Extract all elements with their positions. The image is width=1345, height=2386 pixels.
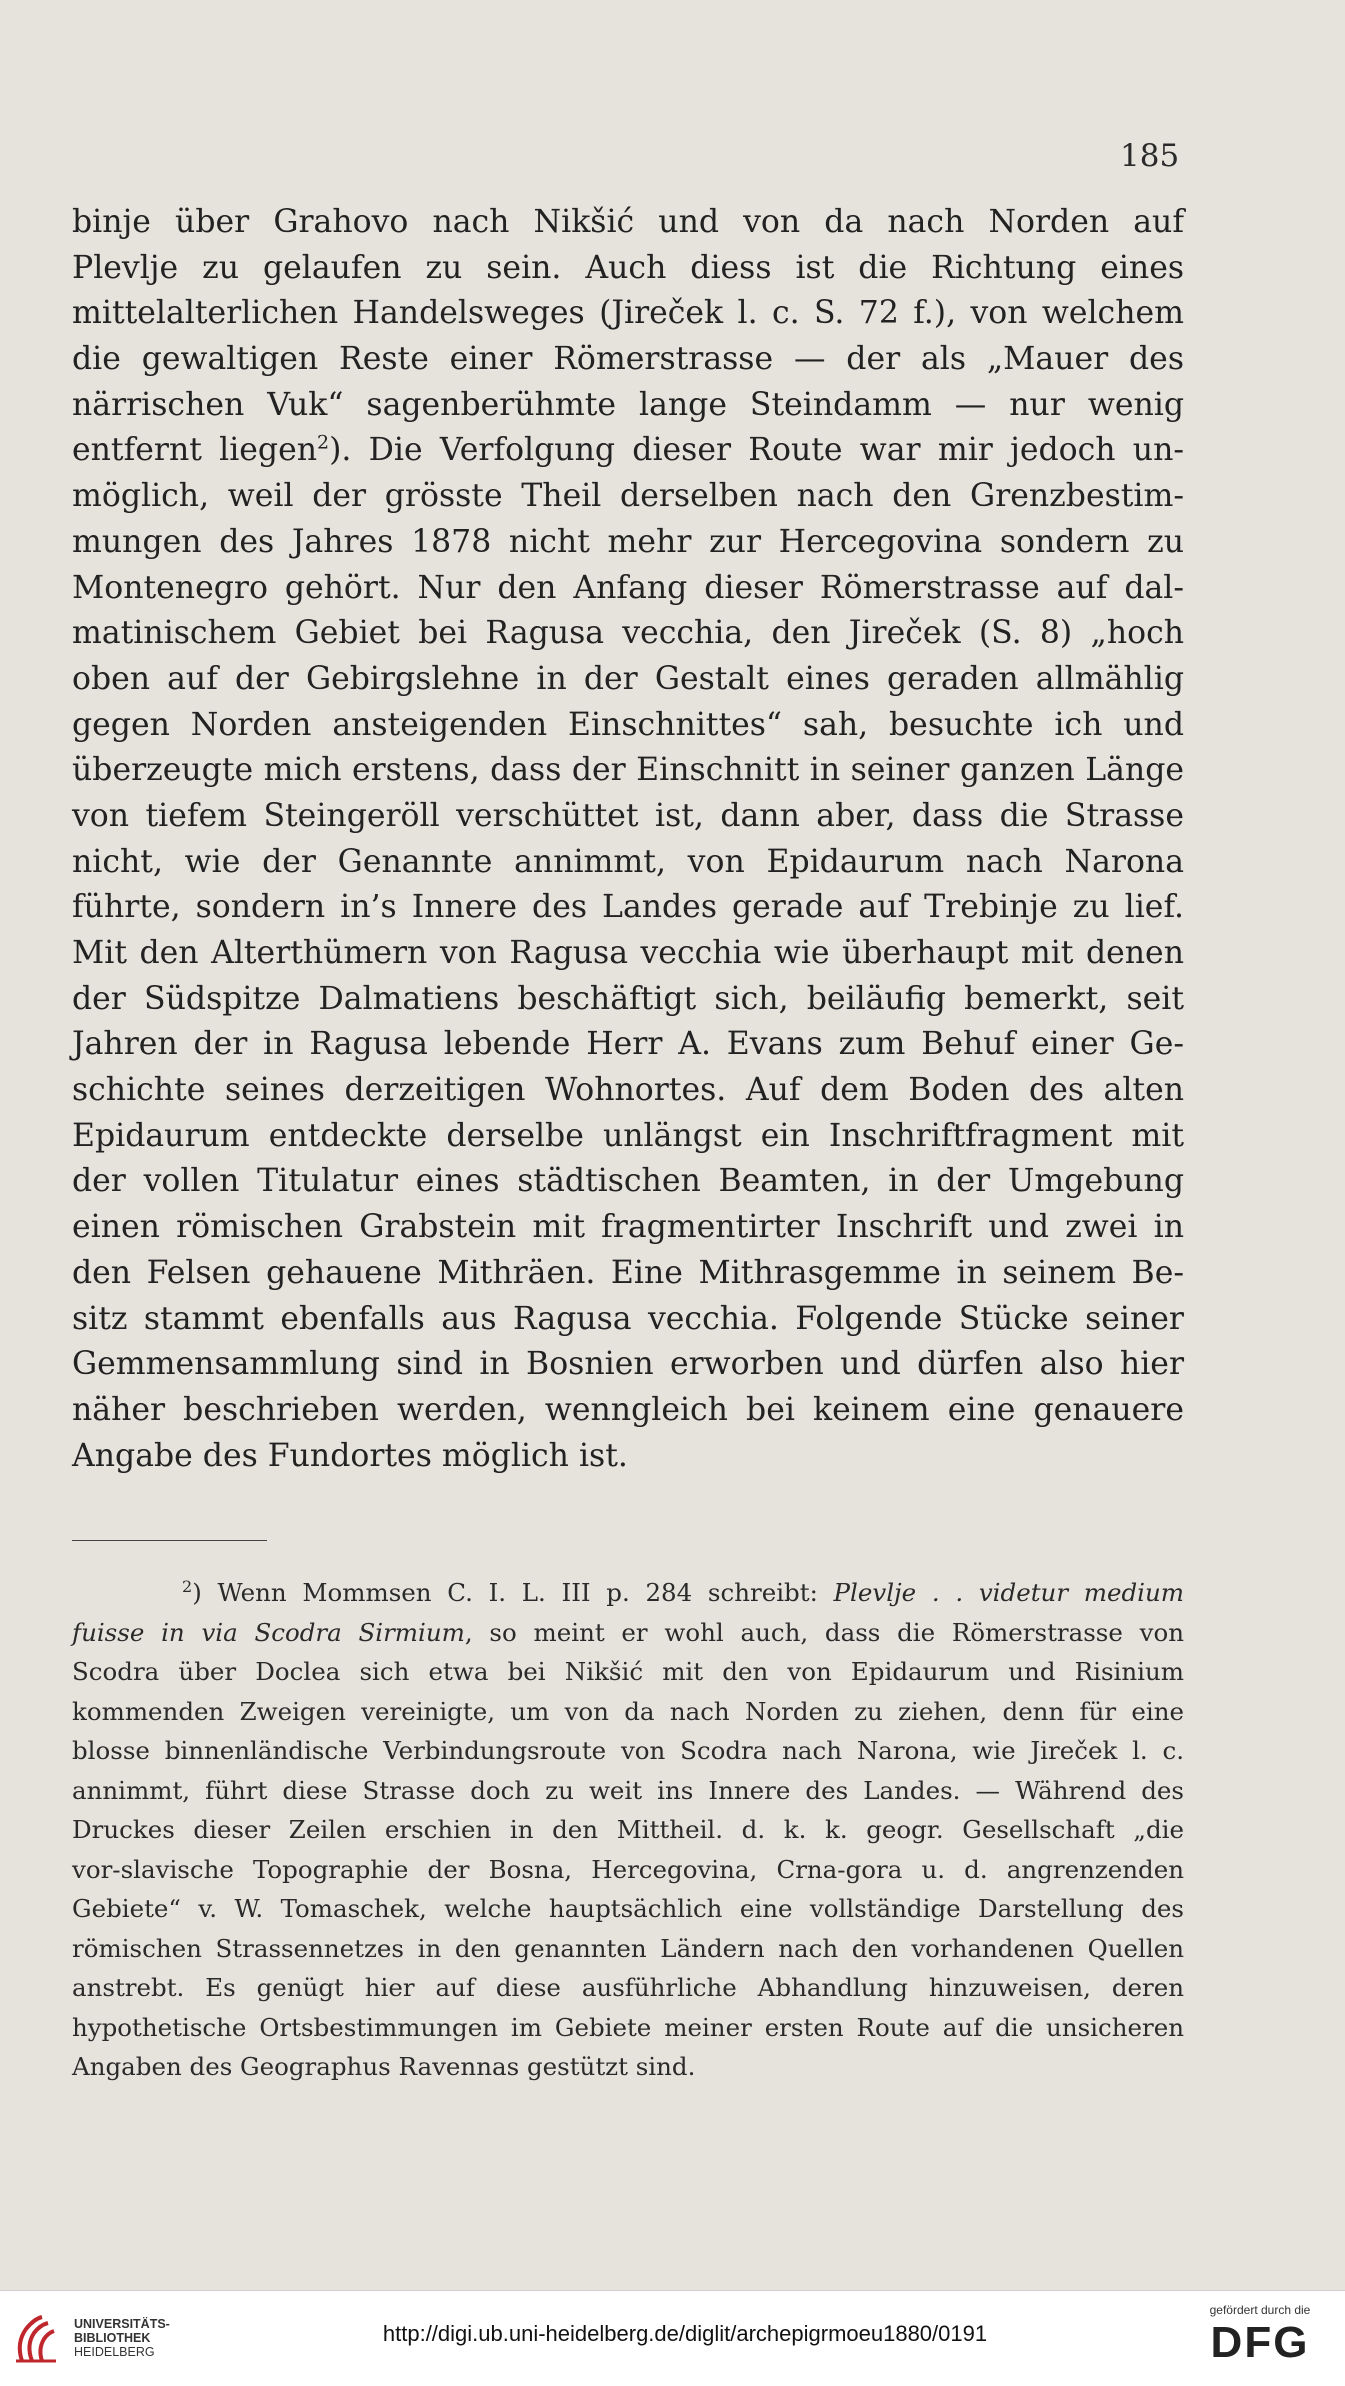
footnote-line: blosse binnenländische Verbindungsroute von Scodra nach Narona, wie Jireček l. c. (72, 1736, 1184, 1765)
footnote-reference: 2 (317, 431, 330, 454)
body-line: gegen Norden ansteigenden Einschnittes“ sah, besuchte ich und (72, 706, 1184, 743)
body-line: Angabe des Fundortes möglich ist. (72, 1437, 628, 1474)
footnote-quote: Plevlje . . videtur medium (833, 1578, 1184, 1607)
body-line: binje über Grahovo nach Nikšić und von da nach Norden auf (72, 204, 1184, 240)
body-line: einen römischen Grabstein mit fragmentirter Inschrift und zwei in (72, 1209, 1184, 1246)
body-line: mungen des Jahres 1878 nicht mehr zur Hercegovina sondern zu (72, 523, 1184, 560)
footnote-line: hypothetische Ortsbestimmungen im Gebiete meiner ersten Route auf die unsicheren (72, 2012, 1184, 2042)
sponsor-block (1195, 2303, 1325, 2365)
footnote (72, 1573, 1184, 2087)
body-line: von tiefem Steingeröll verschüttet ist, dann aber, dass die Strasse (72, 797, 1184, 834)
body-line: sitz stammt ebenfalls aus Ragusa vecchia. Folgende Stücke seiner (72, 1300, 1184, 1337)
permalink-url[interactable]: http://digi.ub.uni-heidelberg.de/diglit/archepigrmoeu1880/0191 (382, 2321, 988, 2346)
footnote-line (72, 1573, 1184, 1613)
body-line: matinischem Gebiet bei Ragusa vecchia, den Jireček (S. 8) „hoch (72, 615, 1184, 652)
library-name-line: HEIDELBERG (74, 2345, 155, 2359)
body-line: Montenegro gehört. Nur den Anfang dieser Römerstrasse auf dal- (72, 569, 1184, 606)
body-text (72, 200, 1184, 1479)
body-line: führte, sondern in’s Innere des Landes gerade auf Trebinje zu lief. (72, 889, 1184, 926)
footnote-marker: 2 (182, 1576, 193, 1596)
body-line: überzeugte mich erstens, dass der Einschnitt in seiner ganzen Länge (72, 752, 1184, 789)
body-line-part: ). Die Verfolgung dieser Route war mir jedoch un- (329, 432, 1184, 469)
body-line: der Südspitze Dalmatiens beschäftigt sich, beiläufig bemerkt, seit (72, 980, 1184, 1017)
footnote-line: kommenden Zweigen vereinigte, um von da nach Norden zu ziehen, denn für eine (72, 1696, 1184, 1726)
body-line: der vollen Titulatur eines städtischen Beamten, in der Umgebung (72, 1163, 1184, 1200)
university-library-logo-icon[interactable] (12, 2313, 60, 2365)
footnote-line: Gebiete“ v. W. Tomaschek, welche hauptsächlich eine vollständige Darstellung des (72, 1894, 1184, 1923)
digitization-footer (0, 2290, 1345, 2386)
dfg-logo[interactable]: DFG (1210, 2318, 1310, 2367)
footnote-line: römischen Strassennetzes in den genannten Ländern nach den vorhandenen Quellen (72, 1933, 1184, 1963)
body-line: oben auf der Gebirgslehne in der Gestalt eines geraden allmählig (72, 660, 1184, 697)
footnote-line (72, 1613, 1184, 1653)
body-line: die gewaltigen Reste einer Römerstrasse — der als „Mauer des (72, 341, 1184, 378)
footnote-separator (72, 1540, 267, 1541)
footnote-line: annimmt, führt diese Strasse doch zu weit ins Innere des Landes. — Während des (72, 1775, 1184, 1805)
body-line: schichte seines derzeitigen Wohnortes. Auf dem Boden des alten (72, 1072, 1184, 1109)
library-name (74, 2317, 170, 2359)
body-line: Mit den Alterthümern von Ragusa vecchia wie überhaupt mit denen (72, 935, 1184, 971)
footnote-line: Angaben des Geographus Ravennas gestützt sind. (72, 2052, 696, 2081)
footnote-line: Scodra über Doclea sich etwa bei Nikšić mit den von Epidaurum und Risinium (72, 1657, 1184, 1686)
body-line: Epidaurum entdeckte derselbe unlängst ein Inschriftfragment mit (72, 1117, 1184, 1154)
page-number: 185 (1120, 138, 1180, 174)
footnote-line: anstrebt. Es genügt hier auf diese ausführliche Abhandlung hinzuweisen, deren (72, 1973, 1184, 2002)
body-line: närrischen Vuk“ sagenberühmte lange Steindamm — nur wenig (72, 386, 1184, 423)
library-name-line: UNIVERSITÄTS- (74, 2317, 170, 2331)
body-line: den Felsen gehauene Mithräen. Eine Mithrasgemme in seinem Be- (72, 1254, 1184, 1291)
body-line: näher beschrieben werden, wenngleich bei keinem eine genauere (72, 1391, 1184, 1428)
body-line: Jahren der in Ragusa lebende Herr A. Evans zum Behuf einer Ge- (72, 1026, 1184, 1063)
footnote-quote: fuisse in via Scodra Sirmium (72, 1617, 465, 1647)
body-line: möglich, weil der grösste Theil derselben nach den Grenzbestim- (72, 478, 1184, 515)
footnote-line: vor-slavische Topographie der Bosna, Hercegovina, Crna-gora u. d. angrenzenden (72, 1854, 1184, 1884)
body-line-with-footnote-ref (72, 428, 1184, 474)
body-line: Gemmensammlung sind in Bosnien erworben und dürfen also hier (72, 1346, 1184, 1383)
library-name-line: BIBLIOTHEK (74, 2331, 151, 2345)
body-line: nicht, wie der Genannte annimmt, von Epidaurum nach Narona (72, 843, 1184, 880)
footnote-text: , so meint er wohl auch, dass die Römerstrasse von (464, 1617, 1184, 1647)
body-line: mittelalterlichen Handelsweges (Jireček l. c. S. 72 f.), von welchem (72, 295, 1184, 332)
body-line: Plevlje zu gelaufen zu sein. Auch diess ist die Richtung eines (72, 249, 1184, 286)
footnote-line: Druckes dieser Zeilen erschien in den Mittheil. d. k. k. geogr. Gesellschaft „die (72, 1815, 1184, 1844)
sponsor-text: gefördert durch die (1209, 2303, 1311, 2317)
footnote-text: ) Wenn Mommsen C. I. L. III p. 284 schreibt: (192, 1578, 834, 1607)
body-line-part: entfernt liegen (72, 432, 318, 469)
